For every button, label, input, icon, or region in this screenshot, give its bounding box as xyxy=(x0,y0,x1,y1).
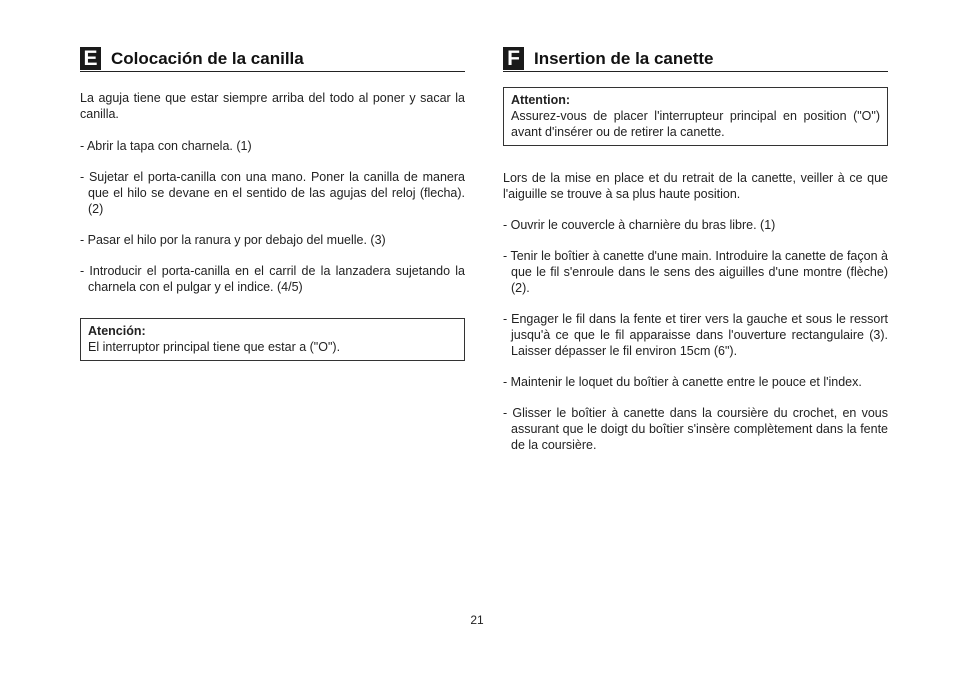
list-item: - Introducir el porta-canilla en el carril de la lanzadera sujetando la charnela con el pulgar y el indice. (4/5) xyxy=(80,264,465,294)
attention-title: Atención: xyxy=(88,324,146,338)
attention-box xyxy=(503,87,888,146)
list-item: - Sujetar el porta-canilla con una mano. Poner la canilla de manera que el hilo se devane en el sentido de las agujas del reloj (flecha). (2) xyxy=(80,170,465,216)
section-spanish xyxy=(80,47,465,361)
list-item: - Glisser le boîtier à canette dans la coursière du crochet, en vous assurant que le doigt du boîtier s'insère complètement dans la fente de la coursière. xyxy=(503,406,888,452)
attention-text: Assurez-vous de placer l'interrupteur principal en position ("O") avant d'insérer ou de retirer la canette. xyxy=(511,109,880,139)
intro-paragraph: Lors de la mise en place et du retrait de la canette, veiller à ce que l'aiguille se trouve à sa plus haute position. xyxy=(503,171,888,201)
attention-box xyxy=(80,318,465,361)
attention-title: Attention: xyxy=(511,93,571,107)
language-badge-f: F xyxy=(503,47,524,70)
list-item: - Maintenir le loquet du boîtier à canette entre le pouce et l'index. xyxy=(503,375,862,389)
page-number: 21 xyxy=(470,613,484,627)
list-item: - Pasar el hilo por la ranura y por debajo del muelle. (3) xyxy=(80,233,386,247)
attention-text: El interruptor principal tiene que estar a ("O"). xyxy=(88,340,341,354)
section-header xyxy=(80,47,465,72)
language-badge-e: E xyxy=(80,47,101,70)
list-item: - Ouvrir le couvercle à charnière du bras libre. (1) xyxy=(503,218,776,232)
section-title: Insertion de la canette xyxy=(534,48,714,68)
section-title: Colocación de la canilla xyxy=(111,48,304,68)
list-item: - Engager le fil dans la fente et tirer vers la gauche et sous le ressort jusqu'à ce que le fil apparaisse dans l'ouverture rectangulaire (3). Laisser dépasser le fil environ 15cm (6"). xyxy=(503,312,888,358)
section-header xyxy=(503,47,888,72)
list-item: - Abrir la tapa con charnela. (1) xyxy=(80,139,252,153)
intro-paragraph: La aguja tiene que estar siempre arriba del todo al poner y sacar la canilla. xyxy=(80,91,465,121)
list-item: - Tenir le boîtier à canette d'une main. Introduire la canette de façon à que le fil s'enroule dans le sens des aiguilles d'une montre (flèche) (2). xyxy=(503,249,888,295)
section-french xyxy=(503,47,888,453)
